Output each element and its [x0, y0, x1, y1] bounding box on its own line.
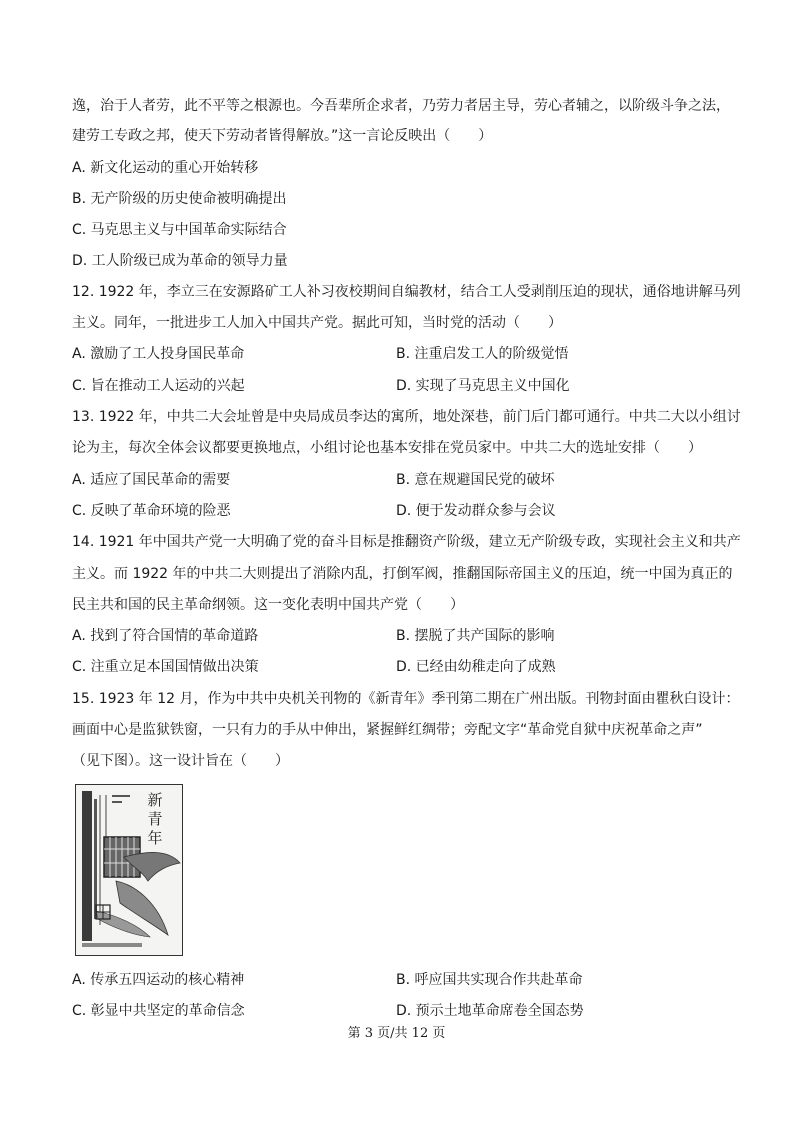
question-text-line: 建劳工专政之邦，使天下劳动者皆得解放。”这一言论反映出（ ） — [72, 128, 493, 144]
question-15-text: 15. 1923 年 12 月，作为中共中央机关刊物的《新青年》季刊第二期在广州出版。刊物封面由瞿秋白设计： — [72, 691, 740, 707]
option-d[interactable]: D. 实现了马克思主义中国化 — [396, 378, 570, 394]
cover-title: 新 青 年 — [147, 791, 163, 847]
option-a[interactable]: A. 找到了符合国情的革命道路 — [72, 628, 259, 644]
magazine-cover-image — [75, 784, 183, 956]
question-14-text: 14. 1921 年中国共产党一大明确了党的奋斗目标是推翻资产阶级，建立无产阶级专政，实现社会主义和共产 — [72, 534, 741, 550]
question-text-line: 逸，治于人者劳，此不平等之根源也。今吾辈所企求者，乃劳力者居主导，劳心者辅之，以阶级斗争之法， — [72, 98, 730, 114]
question-13-text: 13. 1922 年，中共二大会址曾是中央局成员李达的寓所，地处深巷，前门后门都可通行。中共二大以小组讨 — [72, 409, 741, 425]
option-b[interactable]: B. 意在规避国民党的破坏 — [396, 472, 555, 488]
option-b[interactable]: B. 摆脱了共产国际的影响 — [396, 628, 555, 644]
option-d[interactable]: D. 便于发动群众参与会议 — [396, 503, 556, 519]
option-b[interactable]: B. 呼应国共实现合作共赴革命 — [396, 972, 583, 988]
option-c[interactable]: C. 马克思主义与中国革命实际结合 — [72, 222, 287, 238]
option-a[interactable]: A. 传承五四运动的核心精神 — [72, 972, 245, 988]
option-d[interactable]: D. 已经由幼稚走向了成熟 — [396, 659, 556, 675]
question-14-text: 民主共和国的民主革命纲领。这一变化表明中国共产党（ ） — [72, 597, 464, 613]
option-c[interactable]: C. 注重立足本国国情做出决策 — [72, 659, 259, 675]
option-c[interactable]: C. 反映了革命环境的险恶 — [72, 503, 231, 519]
option-a[interactable]: A. 激励了工人投身国民革命 — [72, 346, 245, 362]
page-footer: 第 3 页/共 12 页 — [347, 1026, 446, 1041]
question-12-text: 12. 1922 年，李立三在安源路矿工人补习夜校期间自编教材，结合工人受剥削压迫的现状，通俗地讲解马列 — [72, 284, 741, 300]
option-d[interactable]: D. 工人阶级已成为革命的领导力量 — [72, 253, 288, 269]
option-c[interactable]: C. 彰显中共坚定的革命信念 — [72, 1003, 245, 1019]
option-b[interactable]: B. 无产阶级的历史使命被明确提出 — [72, 191, 287, 207]
option-d[interactable]: D. 预示土地革命席卷全国态势 — [396, 1003, 584, 1019]
question-14-text: 主义。而 1922 年的中共二大则提出了消除内乱，打倒军阀，推翻国际帝国主义的压迫，统一中国为真正的 — [72, 566, 733, 582]
option-c[interactable]: C. 旨在推动工人运动的兴起 — [72, 378, 245, 394]
cover-illustration — [76, 785, 182, 955]
option-a[interactable]: A. 新文化运动的重心开始转移 — [72, 160, 259, 176]
question-15-text: 画面中心是监狱铁窗，一只有力的手从中伸出，紧握鲜红绸带；旁配文字“革命党自狱中庆祝革命之声” — [72, 722, 703, 738]
question-15-text: （见下图）。这一设计旨在（ ） — [72, 753, 289, 769]
option-a[interactable]: A. 适应了国民革命的需要 — [72, 472, 231, 488]
question-13-text: 论为主，每次全体会议都要更换地点，小组讨论也基本安排在党员家中。中共二大的选址安排（ ） — [72, 440, 702, 456]
option-b[interactable]: B. 注重启发工人的阶级觉悟 — [396, 346, 569, 362]
question-12-text: 主义。同年，一批进步工人加入中国共产党。据此可知，当时党的活动（ ） — [72, 315, 562, 331]
